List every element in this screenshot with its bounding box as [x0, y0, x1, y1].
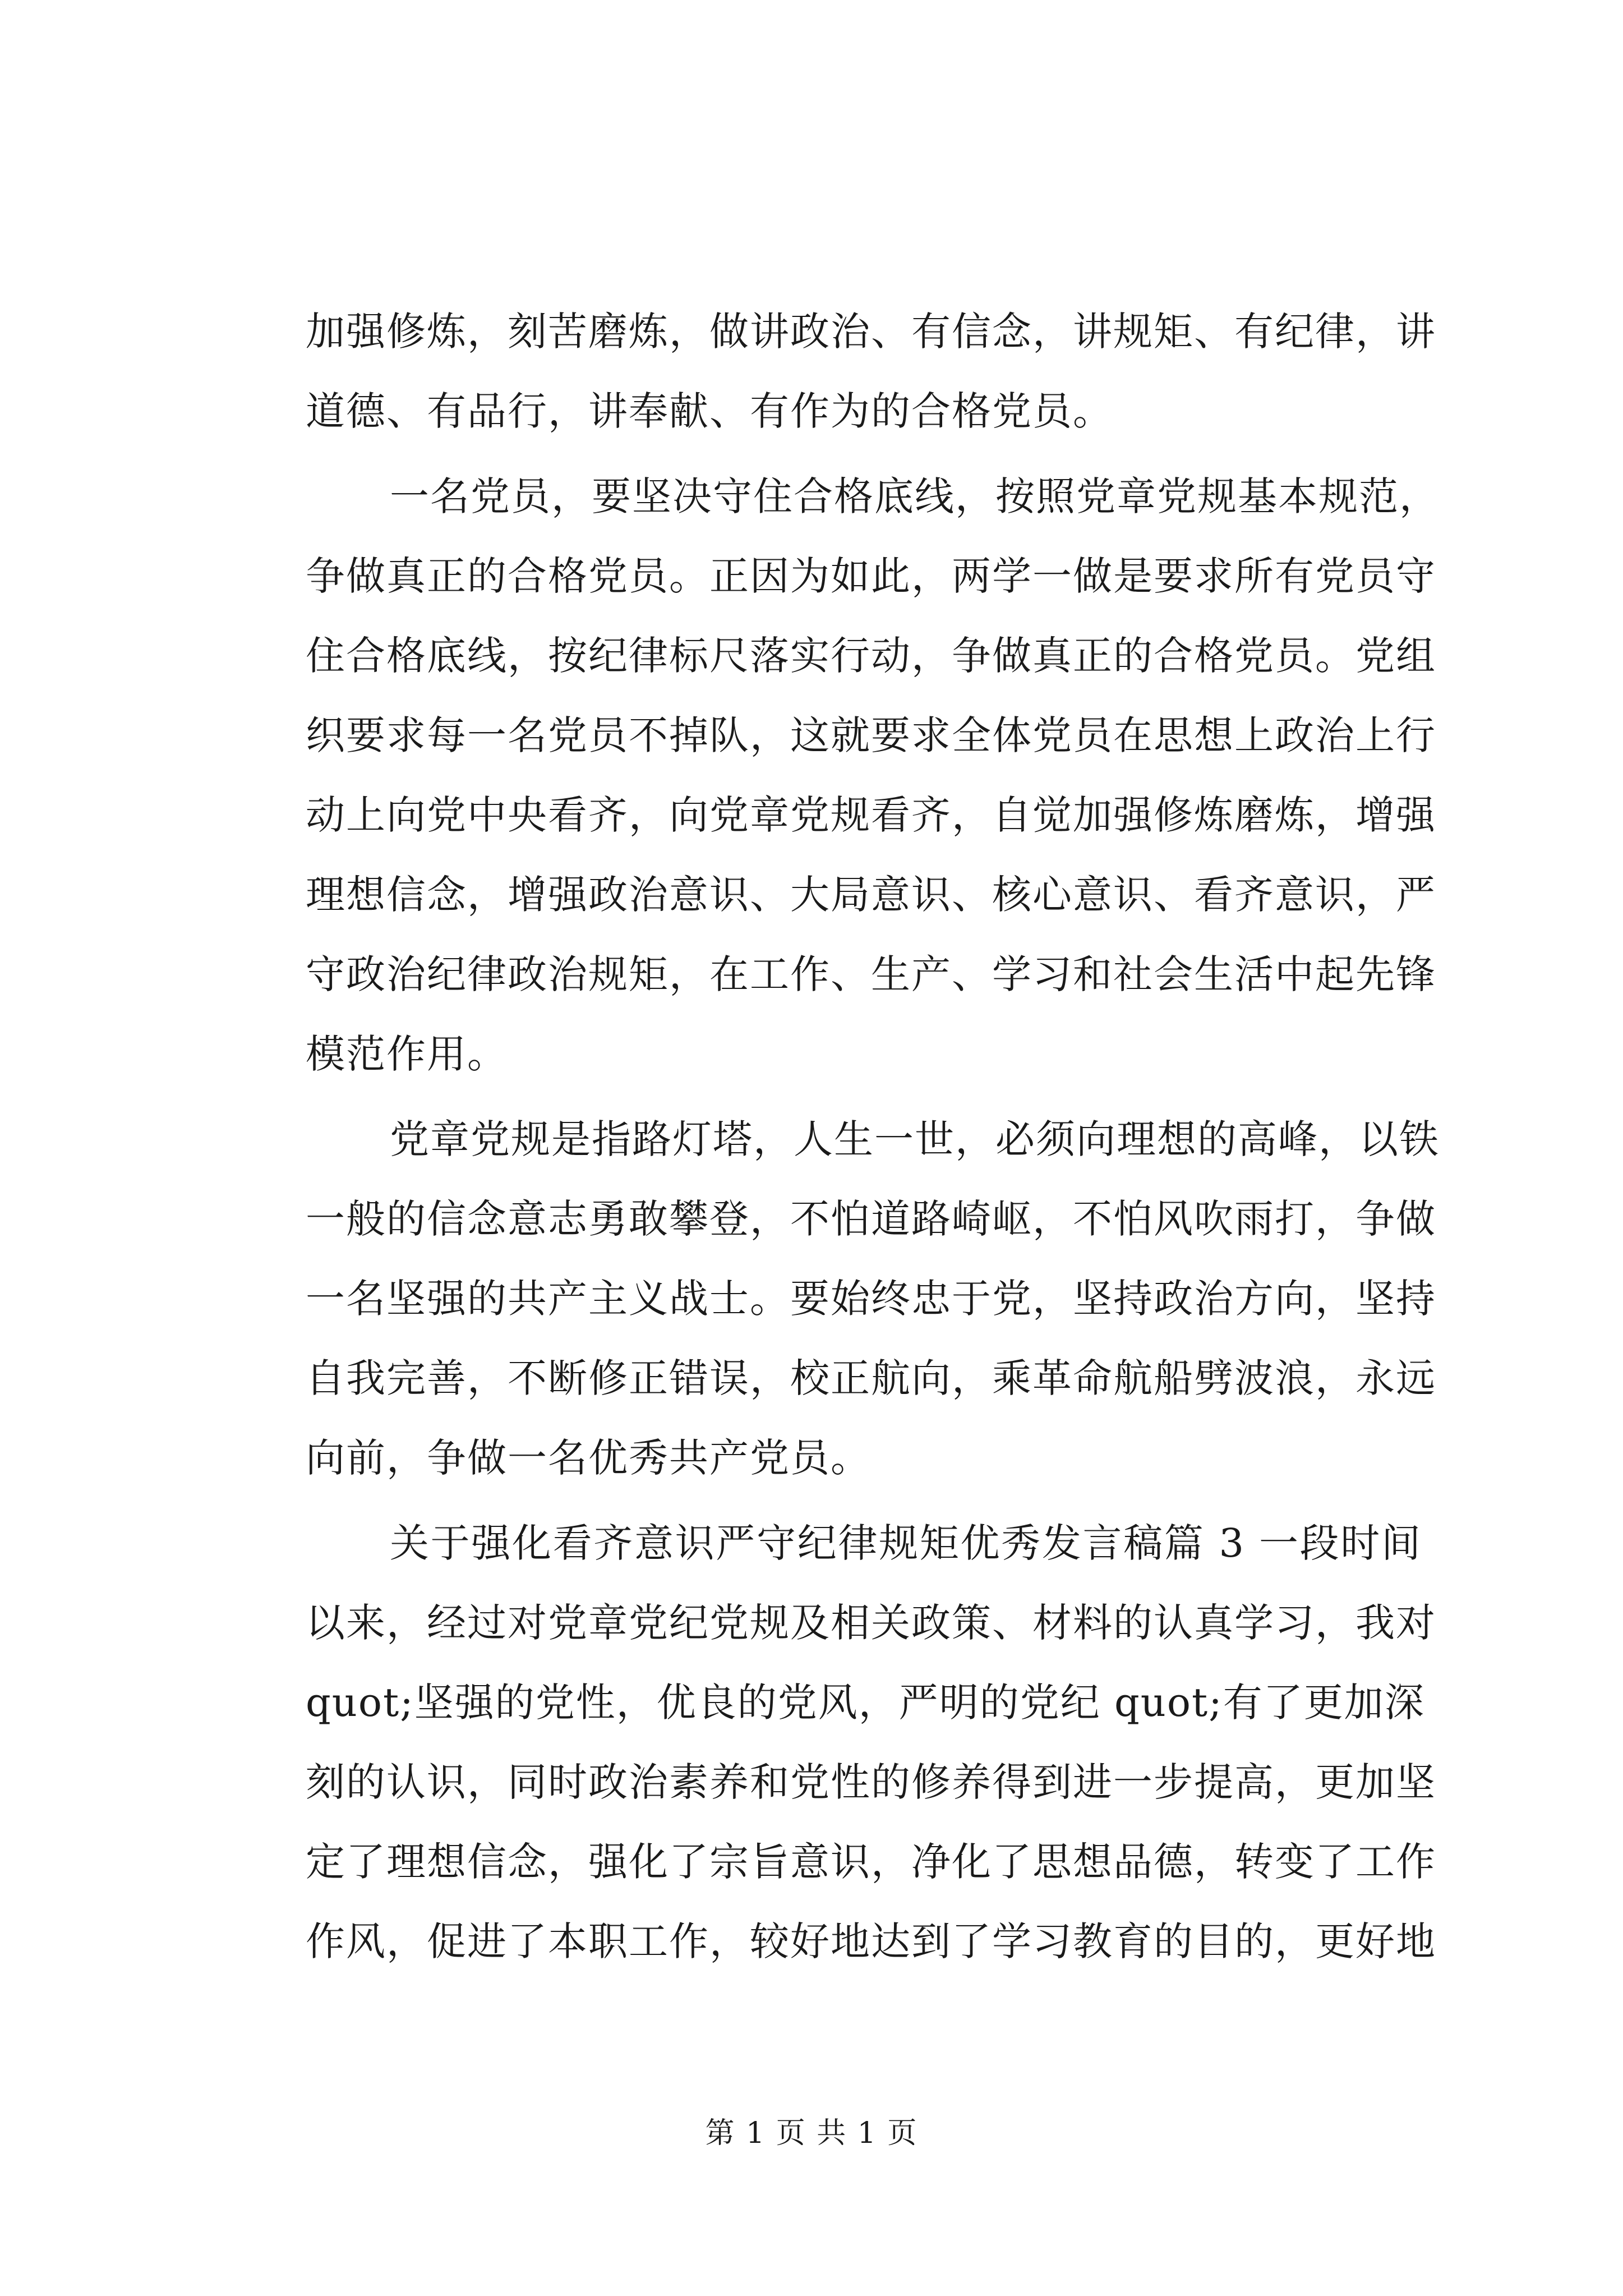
text-line: 模范作用。: [306, 1031, 508, 1077]
text-line: 加强修炼，刻苦磨炼，做讲政治、有信念，讲规矩、有纪律，讲: [306, 309, 1436, 355]
text-line: 作风，促进了本职工作，较好地达到了学习教育的目的，更好地: [306, 1918, 1436, 1964]
paragraph: [306, 457, 1440, 1094]
text-line: 关于强化看齐意识严守纪律规矩优秀发言稿篇 3 一段时间: [390, 1520, 1422, 1566]
paragraph-gap: [306, 451, 1422, 457]
paragraph: [306, 1099, 1440, 1498]
text-line: 党章党规是指路灯塔，人生一世，必须向理想的高峰，以铁: [390, 1116, 1440, 1162]
text-line: 刻的认识，同时政治素养和党性的修养得到进一步提高，更加坚: [306, 1759, 1436, 1805]
paragraph: [306, 1503, 1436, 1981]
text-line: 自我完善，不断修正错误，校正航向，乘革命航船劈波浪，永远: [306, 1355, 1436, 1401]
paragraph-gap: [306, 1094, 1422, 1099]
text-line: 一般的信念意志勇敢攀登，不怕道路崎岖，不怕风吹雨打，争做: [306, 1196, 1436, 1242]
text-line: 向前，争做一名优秀共产党员。: [306, 1435, 871, 1481]
page-footer: 第 1 页 共 1 页: [705, 2116, 918, 2150]
text-line: 定了理想信念，强化了宗旨意识，净化了思想品德，转变了工作: [306, 1839, 1436, 1885]
text-line: 动上向党中央看齐，向党章党规看齐，自觉加强修炼磨炼，增强: [306, 792, 1436, 838]
text-line: 一名党员，要坚决守住合格底线，按照党章党规基本规范，: [390, 473, 1440, 519]
text-line: 理想信念，增强政治意识、大局意识、核心意识、看齐意识，严: [306, 872, 1436, 918]
text-line: 守政治纪律政治规矩，在工作、生产、学习和社会生活中起先锋: [306, 951, 1436, 997]
text-line: 织要求每一名党员不掉队，这就要求全体党员在思想上政治上行: [306, 712, 1436, 758]
paragraph-gap: [306, 1498, 1422, 1503]
text-line: 争做真正的合格党员。正因为如此，两学一做是要求所有党员守: [306, 553, 1436, 599]
document-body: [306, 292, 1440, 1981]
paragraph: [306, 292, 1436, 451]
text-line: 一名坚强的共产主义战士。要始终忠于党，坚持政治方向，坚持: [306, 1276, 1436, 1322]
text-line: 住合格底线，按纪律标尺落实行动，争做真正的合格党员。党组: [306, 633, 1436, 679]
text-line: 以来，经过对党章党纪党规及相关政策、材料的认真学习，我对: [306, 1600, 1436, 1646]
text-line: 道德、有品行，讲奉献、有作为的合格党员。: [306, 388, 1113, 434]
text-line: quot;坚强的党性，优良的党风，严明的党纪 quot;有了更加深: [306, 1680, 1425, 1726]
